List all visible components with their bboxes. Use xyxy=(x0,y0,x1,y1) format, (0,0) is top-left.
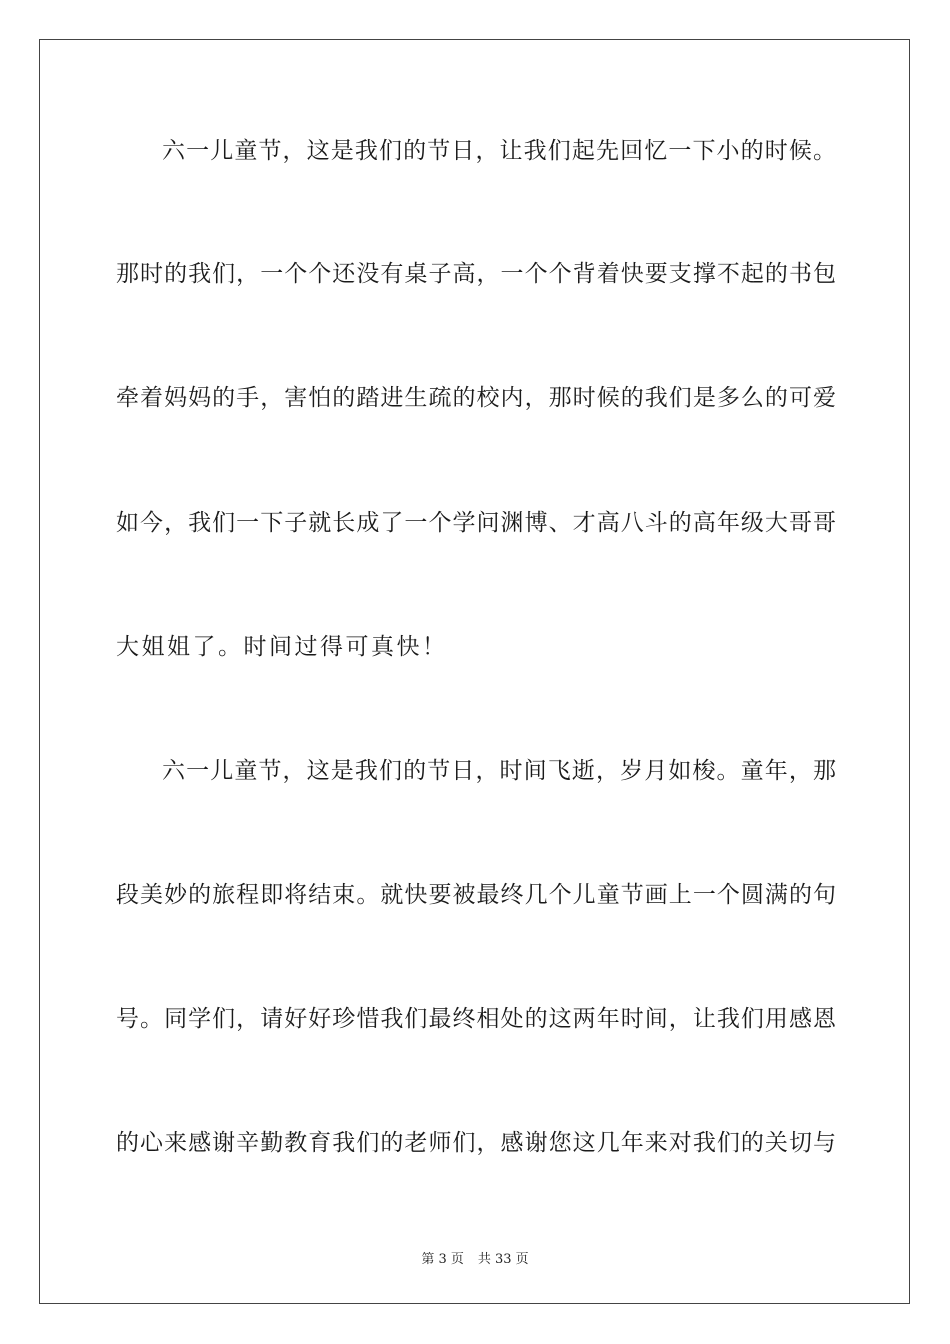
paragraph-2-line-1: 六一儿童节，这是我们的节日，时间飞逝，岁月如梭。童年，那 xyxy=(162,758,836,784)
page-footer xyxy=(0,1248,950,1267)
paragraph-1-line-1: 六一儿童节，这是我们的节日，让我们起先回忆一下小的时候。 xyxy=(162,138,836,164)
paragraph-1-line-4: 如今，我们一下子就长成了一个学问渊博、才高八斗的高年级大哥哥 xyxy=(116,510,836,536)
page-border xyxy=(39,39,910,1304)
page-number: 第 3 页 xyxy=(421,1252,464,1267)
paragraph-1-line-3: 牵着妈妈的手，害怕的踏进生疏的校内，那时候的我们是多么的可爱 xyxy=(116,385,836,411)
paragraph-2-line-2: 段美妙的旅程即将结束。就快要被最终几个儿童节画上一个圆满的句 xyxy=(116,882,836,908)
paragraph-1-line-2: 那时的我们，一个个还没有桌子高，一个个背着快要支撑不起的书包 xyxy=(116,261,836,287)
paragraph-2-line-4: 的心来感谢辛勤教育我们的老师们，感谢您这几年来对我们的关切与 xyxy=(116,1130,836,1156)
paragraph-1-line-5: 大姐姐了。时间过得可真快！ xyxy=(116,634,448,660)
paragraph-2-line-3: 号。同学们，请好好珍惜我们最终相处的这两年时间，让我们用感恩 xyxy=(116,1006,836,1032)
page-total: 共 33 页 xyxy=(477,1252,529,1267)
